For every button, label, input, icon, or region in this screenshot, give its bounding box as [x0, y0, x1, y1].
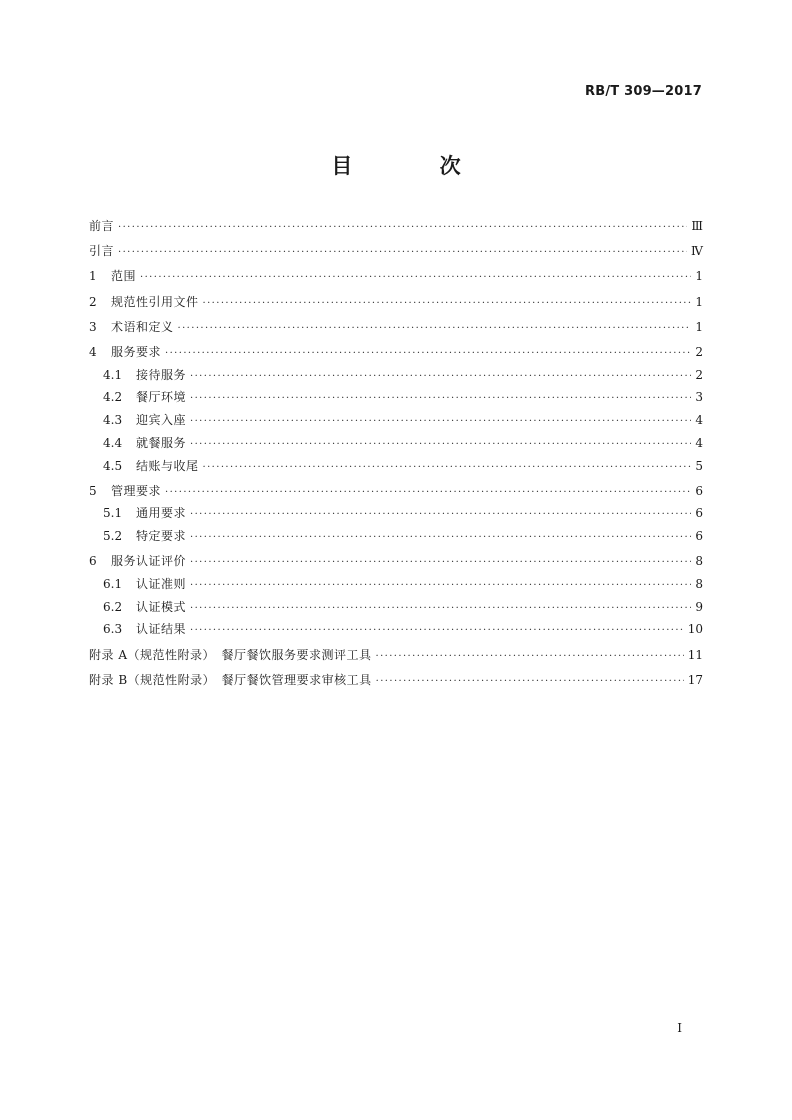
- toc-entry[interactable]: [89, 365, 703, 388]
- toc-leader-dots: [375, 647, 683, 668]
- toc-entry-label: 服务认证评价: [111, 554, 187, 569]
- toc-leader-dots: [165, 483, 691, 504]
- toc-entry-label: 规范性引用文件: [111, 294, 199, 309]
- toc-leader-dots: [178, 319, 691, 340]
- toc-entry[interactable]: [89, 317, 703, 340]
- toc-entry-label: 认证结果: [136, 622, 187, 637]
- toc-entry-page: Ⅳ: [691, 244, 703, 259]
- toc-entry[interactable]: [89, 574, 703, 597]
- toc-entry[interactable]: [89, 597, 703, 620]
- toc-entry[interactable]: [89, 481, 703, 504]
- toc-entry-page: 4: [695, 435, 703, 450]
- table-of-contents: [89, 216, 703, 693]
- toc-entry-label: 餐厅环境: [136, 390, 187, 405]
- toc-entry-label: 认证模式: [136, 599, 187, 614]
- toc-leader-dots: [376, 672, 684, 693]
- toc-entry-page: 1: [695, 294, 703, 309]
- toc-entry-number: 5.2: [103, 529, 123, 544]
- toc-entry-page: 8: [695, 554, 703, 569]
- toc-leader-dots: [190, 412, 691, 433]
- toc-entry[interactable]: [89, 266, 703, 289]
- toc-entry-number: 6.2: [103, 599, 123, 614]
- page-title: 目 次: [331, 154, 501, 178]
- toc-entry-label: 接待服务: [136, 367, 187, 382]
- toc-entry-page: Ⅲ: [691, 219, 703, 233]
- toc-leader-dots: [190, 435, 691, 456]
- toc-entry-label: 范围: [111, 269, 137, 284]
- toc-entry-number: 4.4: [103, 435, 123, 450]
- toc-leader-dots: [118, 218, 687, 239]
- toc-entry[interactable]: [89, 670, 703, 693]
- toc-leader-dots: [118, 243, 687, 264]
- toc-entry-page: 17: [687, 672, 703, 687]
- toc-entry[interactable]: [89, 551, 703, 574]
- toc-entry-number: 1: [89, 269, 97, 284]
- toc-entry[interactable]: [89, 387, 703, 410]
- toc-entry-number: 5.1: [103, 506, 123, 521]
- page-number: Ⅰ: [677, 1021, 682, 1035]
- toc-entry-number: 6: [89, 554, 97, 569]
- toc-leader-dots: [190, 553, 691, 574]
- standard-code: RB/T 309—2017: [585, 84, 702, 99]
- toc-leader-dots: [190, 389, 691, 410]
- toc-entry-page: 8: [695, 577, 703, 592]
- toc-entry-page: 6: [695, 483, 703, 498]
- toc-entry-number: 4.5: [103, 458, 123, 473]
- toc-entry-label: 引言: [89, 244, 115, 259]
- toc-entry-label: 就餐服务: [136, 435, 187, 450]
- toc-entry[interactable]: [89, 342, 703, 365]
- toc-entry-label: 附录 A（规范性附录） 餐厅餐饮服务要求测评工具: [89, 647, 372, 662]
- toc-entry-page: 11: [687, 647, 703, 662]
- toc-entry[interactable]: [89, 503, 703, 526]
- toc-entry-page: 1: [695, 269, 703, 284]
- toc-entry-label: 管理要求: [111, 483, 162, 498]
- toc-entry-page: 3: [695, 390, 703, 405]
- toc-entry-number: 5: [89, 483, 97, 498]
- toc-entry-page: 2: [695, 367, 703, 382]
- toc-leader-dots: [190, 505, 691, 526]
- toc-entry-label: 特定要求: [136, 529, 187, 544]
- toc-entry-page: 6: [695, 529, 703, 544]
- toc-entry-label: 通用要求: [136, 506, 187, 521]
- toc-leader-dots: [190, 528, 691, 549]
- toc-entry[interactable]: [89, 241, 703, 264]
- toc-entry-number: 2: [89, 294, 97, 309]
- toc-entry-label: 迎宾入座: [136, 413, 187, 428]
- toc-entry-label: 前言: [89, 219, 115, 233]
- toc-leader-dots: [203, 294, 691, 315]
- toc-entry-page: 6: [695, 506, 703, 521]
- toc-entry[interactable]: [89, 526, 703, 549]
- toc-entry-label: 术语和定义: [111, 319, 174, 334]
- toc-entry-number: 4.2: [103, 390, 123, 405]
- toc-leader-dots: [165, 344, 691, 365]
- toc-entry[interactable]: [89, 456, 703, 479]
- toc-entry[interactable]: [89, 433, 703, 456]
- toc-entry-page: 5: [695, 458, 703, 473]
- toc-leader-dots: [203, 458, 691, 479]
- toc-entry-number: 6.3: [103, 622, 123, 637]
- toc-entry[interactable]: [89, 645, 703, 668]
- toc-entry-page: 9: [695, 599, 703, 614]
- toc-entry[interactable]: [89, 216, 703, 239]
- toc-entry-number: 3: [89, 319, 97, 334]
- toc-entry-page: 10: [687, 622, 703, 637]
- toc-entry[interactable]: [89, 410, 703, 433]
- toc-entry-number: 4: [89, 345, 97, 360]
- toc-entry-label: 结账与收尾: [136, 458, 199, 473]
- toc-leader-dots: [190, 599, 691, 620]
- toc-leader-dots: [190, 621, 684, 642]
- toc-entry-number: 6.1: [103, 577, 123, 592]
- toc-entry-page: 2: [695, 345, 703, 360]
- toc-entry-page: 4: [695, 413, 703, 428]
- toc-entry-label: 服务要求: [111, 345, 162, 360]
- toc-leader-dots: [140, 268, 691, 289]
- toc-entry[interactable]: [89, 292, 703, 315]
- toc-entry-label: 认证准则: [136, 577, 187, 592]
- toc-entry[interactable]: [89, 619, 703, 642]
- toc-leader-dots: [190, 576, 691, 597]
- toc-entry-number: 4.3: [103, 413, 123, 428]
- toc-entry-page: 1: [695, 319, 703, 334]
- toc-entry-label: 附录 B（规范性附录） 餐厅餐饮管理要求审核工具: [89, 672, 372, 687]
- toc-entry-number: 4.1: [103, 367, 123, 382]
- toc-leader-dots: [190, 367, 691, 388]
